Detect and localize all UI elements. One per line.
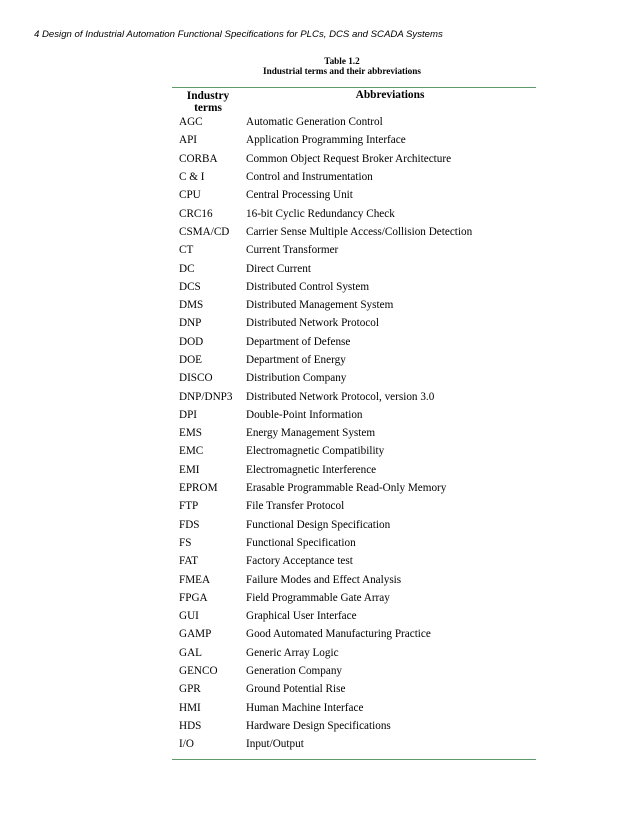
table-bottom-rule xyxy=(172,759,536,760)
table-row xyxy=(179,150,536,168)
term-cell: FMEA xyxy=(179,573,211,586)
abbreviation-cell: Automatic Generation Control xyxy=(246,116,383,129)
abbreviation-cell: Hardware Design Specifications xyxy=(246,719,391,732)
table-top-rule xyxy=(172,87,536,88)
abbreviation-cell: Department of Defense xyxy=(246,335,351,348)
term-cell: FTP xyxy=(179,500,199,513)
term-cell: CRC16 xyxy=(179,207,213,220)
table-title: Industrial terms and their abbreviations xyxy=(263,66,421,76)
table-row xyxy=(179,424,536,442)
term-cell: CT xyxy=(179,244,194,257)
table-row xyxy=(179,516,536,534)
term-cell: EMS xyxy=(179,427,203,440)
term-cell: DOD xyxy=(179,335,204,348)
table-row xyxy=(179,570,536,588)
running-header: 4 Design of Industrial Automation Functional Specifications for PLCs, DCS and SCADA Systems xyxy=(34,29,443,40)
term-cell: DNP xyxy=(179,317,202,330)
term-cell: CSMA/CD xyxy=(179,225,230,238)
abbreviation-cell: Department of Energy xyxy=(246,354,346,366)
table-row xyxy=(179,589,536,607)
table-row xyxy=(179,479,536,497)
abbreviation-cell: Distributed Management System xyxy=(246,299,394,312)
abbreviation-cell: File Transfer Protocol xyxy=(246,500,345,513)
term-cell: EPROM xyxy=(179,482,218,495)
table-row xyxy=(179,113,536,131)
abbreviation-cell: Common Object Request Broker Architecture xyxy=(246,152,452,165)
table-row xyxy=(179,333,536,351)
term-cell: CORBA xyxy=(179,152,218,165)
term-cell: HMI xyxy=(179,701,201,714)
abbreviation-cell: Field Programmable Gate Array xyxy=(246,591,390,604)
table-row xyxy=(179,241,536,259)
column-header-industry-terms: Industry terms xyxy=(186,90,230,114)
table-row xyxy=(179,351,536,369)
term-cell: EMC xyxy=(179,445,204,458)
table-row xyxy=(179,534,536,552)
table-row xyxy=(179,461,536,479)
abbreviation-cell: Carrier Sense Multiple Access/Collision Detection xyxy=(246,225,473,238)
table-row xyxy=(179,259,536,277)
term-cell: GAMP xyxy=(179,628,212,641)
term-cell: DCS xyxy=(179,280,201,293)
table-row xyxy=(179,387,536,405)
abbreviation-cell: Factory Acceptance test xyxy=(246,555,353,568)
table-row xyxy=(179,278,536,296)
abbreviation-cell: Current Transformer xyxy=(246,244,339,257)
table-row xyxy=(179,223,536,241)
term-cell: API xyxy=(179,134,198,147)
table-row xyxy=(179,552,536,570)
abbreviation-cell: Direct Current xyxy=(246,262,311,275)
table-row xyxy=(179,699,536,717)
abbreviation-cell: Energy Management System xyxy=(246,427,376,440)
table-row xyxy=(179,497,536,515)
abbreviation-cell: Erasable Programmable Read-Only Memory xyxy=(246,482,447,495)
table-row xyxy=(179,314,536,332)
table-row xyxy=(179,735,536,753)
abbreviation-cell: Input/Output xyxy=(246,738,304,751)
abbreviation-cell: Application Programming Interface xyxy=(246,134,406,147)
term-cell: C & I xyxy=(179,171,205,184)
term-cell: GAL xyxy=(179,646,202,659)
table-body xyxy=(179,113,536,753)
table-row xyxy=(179,406,536,424)
abbreviation-cell: Electromagnetic Interference xyxy=(246,463,377,476)
table-row xyxy=(179,680,536,698)
abbreviation-cell: Graphical User Interface xyxy=(246,610,357,623)
abbreviation-cell: Failure Modes and Effect Analysis xyxy=(246,573,402,586)
term-cell: FS xyxy=(179,536,192,549)
abbreviation-cell: Human Machine Interface xyxy=(246,701,364,714)
table-row xyxy=(179,662,536,680)
term-cell: DC xyxy=(179,262,195,275)
abbreviation-cell: Control and Instrumentation xyxy=(246,171,373,184)
term-cell: FPGA xyxy=(179,591,208,604)
column-header-abbreviations: Abbreviations xyxy=(355,89,425,101)
abbreviation-cell: 16-bit Cyclic Redundancy Check xyxy=(246,207,395,220)
term-cell: GUI xyxy=(179,610,199,623)
table-number: Table 1.2 xyxy=(324,56,360,66)
abbreviation-cell: Electromagnetic Compatibility xyxy=(246,445,385,458)
term-cell: GPR xyxy=(179,683,201,696)
abbreviation-cell: Good Automated Manufacturing Practice xyxy=(246,628,431,641)
abbreviation-cell: Functional Design Specification xyxy=(246,518,391,531)
table-row xyxy=(179,296,536,314)
abbreviation-cell: Double-Point Information xyxy=(246,408,363,421)
abbreviation-cell: Distributed Network Protocol, version 3.0 xyxy=(246,390,435,403)
table-row xyxy=(179,186,536,204)
abbreviation-cell: Generic Array Logic xyxy=(246,646,339,659)
table-row xyxy=(179,717,536,735)
abbreviation-cell: Central Processing Unit xyxy=(246,189,353,202)
term-cell: DMS xyxy=(179,299,204,312)
table-row xyxy=(179,644,536,662)
term-cell: HDS xyxy=(179,719,202,732)
term-cell: EMI xyxy=(179,463,200,476)
term-cell: DISCO xyxy=(179,372,213,385)
term-cell: AGC xyxy=(179,116,203,129)
term-cell: FAT xyxy=(179,555,199,568)
table-row xyxy=(179,607,536,625)
abbreviation-cell: Generation Company xyxy=(246,665,343,678)
term-cell: DNP/DNP3 xyxy=(179,390,233,403)
term-cell: CPU xyxy=(179,189,201,202)
abbreviation-cell: Distributed Control System xyxy=(246,280,370,293)
table-row xyxy=(179,442,536,460)
table-row xyxy=(179,131,536,149)
term-cell: I/O xyxy=(179,738,194,751)
abbreviation-cell: Ground Potential Rise xyxy=(246,683,346,696)
term-cell: DOE xyxy=(179,354,202,366)
abbreviation-cell: Distributed Network Protocol xyxy=(246,317,379,330)
abbreviation-cell: Functional Specification xyxy=(246,536,356,549)
term-cell: GENCO xyxy=(179,665,218,678)
term-cell: FDS xyxy=(179,518,200,531)
table-row xyxy=(179,625,536,643)
term-cell: DPI xyxy=(179,408,198,421)
table-row xyxy=(179,369,536,387)
table-row xyxy=(179,168,536,186)
abbreviation-cell: Distribution Company xyxy=(246,372,347,385)
table-row xyxy=(179,204,536,222)
